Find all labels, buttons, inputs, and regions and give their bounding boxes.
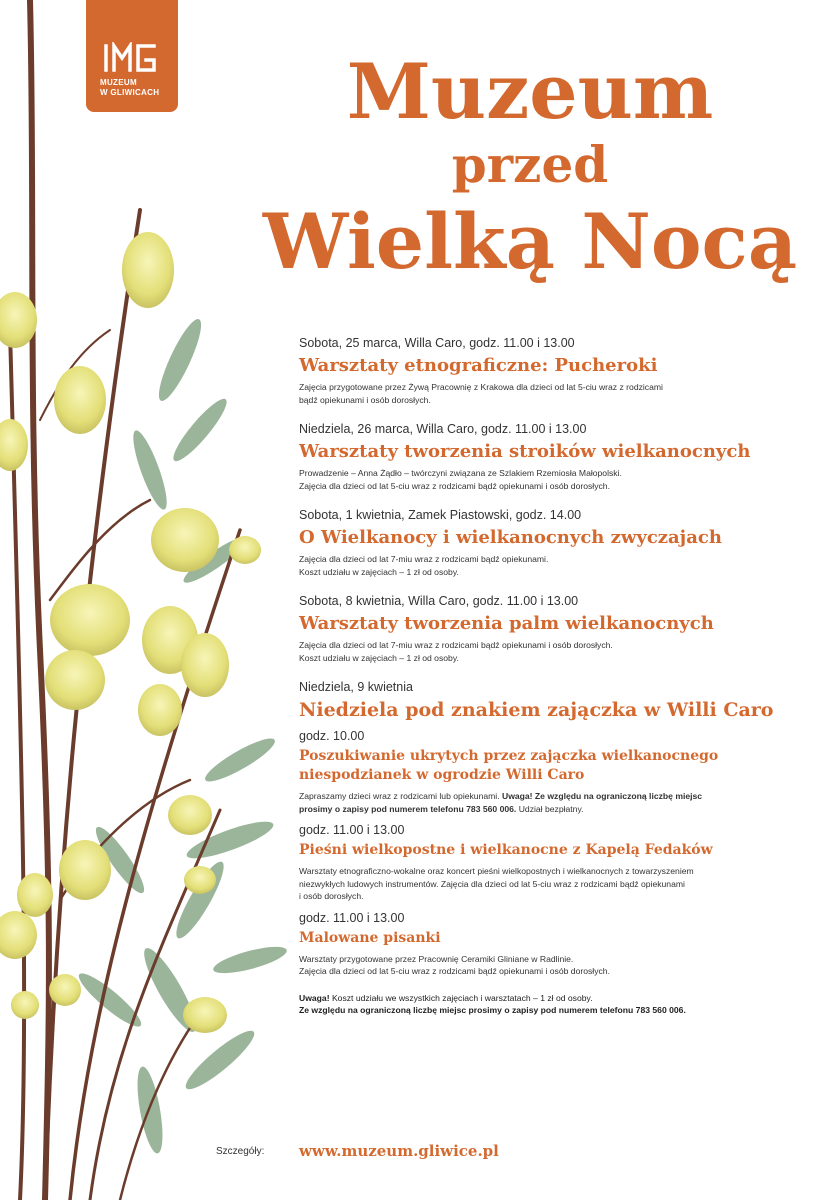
event-description xyxy=(299,467,799,492)
note-label: Uwaga! xyxy=(299,992,330,1003)
note-text: Koszt udziału we wszystkich zajęciach i warsztatach – 1 zł od osoby. xyxy=(331,992,593,1003)
session-title: Pieśni wielkopostne i wielkanocne z Kapelą Fedaków xyxy=(299,842,713,858)
session-description xyxy=(299,790,799,815)
event-description xyxy=(299,553,799,578)
session-desc-line: Warsztaty etnograficzno-wokalne oraz koncert pieśni wielkopostnych i wielkanocnych z towarzyszeniem xyxy=(299,866,694,876)
event-date: Sobota, 1 kwietnia, Zamek Piastowski, godz. 14.00 xyxy=(299,508,582,522)
event-title: Warsztaty tworzenia palm wielkanocnych xyxy=(299,613,714,634)
session-desc-line: niezwykłych ludowych instrumentów. Zajęcia dla dzieci od lat 5-ciu wraz z rodzicami bądź opiekunami xyxy=(299,878,685,889)
event-desc-line: Zajęcia dla dzieci od lat 7-miu wraz z rodzicami bądź opiekunami i osób dorosłych. xyxy=(299,640,613,650)
logo-line-1: MUZEUM xyxy=(100,78,137,87)
events-list xyxy=(299,334,799,1017)
event-item xyxy=(299,592,799,664)
session-description xyxy=(299,953,799,978)
title-line-2: przed xyxy=(451,135,609,194)
website-link[interactable]: www.muzeum.gliwice.pl xyxy=(299,1142,499,1160)
event-title: Niedziela pod znakiem zajączka w Willi Caro xyxy=(299,699,774,721)
notes xyxy=(299,992,799,1017)
session-desc-line: Zajęcia dla dzieci od lat 5-ciu wraz z rodzicami bądź opiekunami i osób dorosłych. xyxy=(299,966,610,976)
details-label: Szczegóły: xyxy=(216,1146,265,1157)
event-date: Niedziela, 9 kwietnia xyxy=(299,680,413,694)
event-description xyxy=(299,639,799,664)
museum-logo[interactable] xyxy=(86,0,178,112)
session-time: godz. 11.00 i 13.00 xyxy=(299,823,405,837)
event-item xyxy=(299,506,799,578)
session-title xyxy=(299,747,799,785)
note-registration: Ze względu na ograniczoną liczbę miejsc prosimy o zapisy pod numerem telefonu 783 560 006. xyxy=(299,1005,686,1015)
session-desc-warning: Uwaga! Ze względu na ograniczoną liczbę miejsc xyxy=(501,791,703,801)
session-title-line: niespodzianek w ogrodzie Willi Caro xyxy=(299,767,585,783)
session-desc-line: i osób dorosłych. xyxy=(299,891,364,901)
event-desc-line: Prowadzenie – Anna Żądło – twórczyni związana ze Szlakiem Rzemiosła Małopolski. xyxy=(299,468,622,478)
event-date: Niedziela, 26 marca, Willa Caro, godz. 11.00 i 13.00 xyxy=(299,422,587,436)
event-desc-line: Koszt udziału w zajęciach – 1 zł od osoby. xyxy=(299,652,459,663)
event-desc-line: bądź opiekunami i osób dorosłych. xyxy=(299,394,431,405)
logo-line-2: W GLIWICACH xyxy=(100,88,160,97)
event-desc-line: Zajęcia przygotowane przez Żywą Pracownię z Krakowa dla dzieci od lat 5-ciu wraz z rodzicami xyxy=(299,382,663,392)
event-item xyxy=(299,334,799,406)
event-date: Sobota, 25 marca, Willa Caro, godz. 11.00 i 13.00 xyxy=(299,336,575,350)
session-desc-text: Zapraszamy dzieci wraz z rodzicami lub opiekunami. xyxy=(299,791,500,801)
event-date: Sobota, 8 kwietnia, Willa Caro, godz. 11.00 i 13.00 xyxy=(299,594,579,608)
event-item xyxy=(299,420,799,492)
event-title: Warsztaty tworzenia stroików wielkanocnych xyxy=(299,441,751,462)
session-desc-text: Udział bezpłatny. xyxy=(518,803,584,814)
session-time: godz. 11.00 i 13.00 xyxy=(299,910,405,925)
title-line-3: Wielką Nocą xyxy=(262,197,798,286)
event-description xyxy=(299,381,799,406)
session-desc-line: Warsztaty przygotowane przez Pracownię Ceramiki Gliniane w Radlinie. xyxy=(299,953,574,964)
session-title: Malowane pisanki xyxy=(299,929,441,946)
event-desc-line: Zajęcia dla dzieci od lat 5-ciu wraz z rodzicami bądź opiekunami i osób dorosłych. xyxy=(299,480,610,491)
event-title: Warsztaty etnograficzne: Pucheroki xyxy=(299,355,658,376)
session-desc-phone: prosimy o zapisy pod numerem telefonu 783 560 006. xyxy=(299,803,517,814)
session-title-line: Poszukiwanie ukrytych przez zajączka wielkanocnego xyxy=(299,748,719,764)
sunday-event xyxy=(299,678,799,978)
logo-mark-icon xyxy=(102,42,162,72)
event-desc-line: Koszt udziału w zajęciach – 1 zł od osoby. xyxy=(299,566,459,577)
event-desc-line: Zajęcia dla dzieci od lat 7-miu wraz z rodzicami bądź opiekunami. xyxy=(299,554,549,564)
session-time: godz. 10.00 xyxy=(299,729,365,743)
session-description xyxy=(299,865,799,903)
logo-text xyxy=(100,78,159,98)
event-title: O Wielkanocy i wielkanocnych zwyczajach xyxy=(299,527,722,548)
title-line-1: Muzeum xyxy=(346,47,714,136)
